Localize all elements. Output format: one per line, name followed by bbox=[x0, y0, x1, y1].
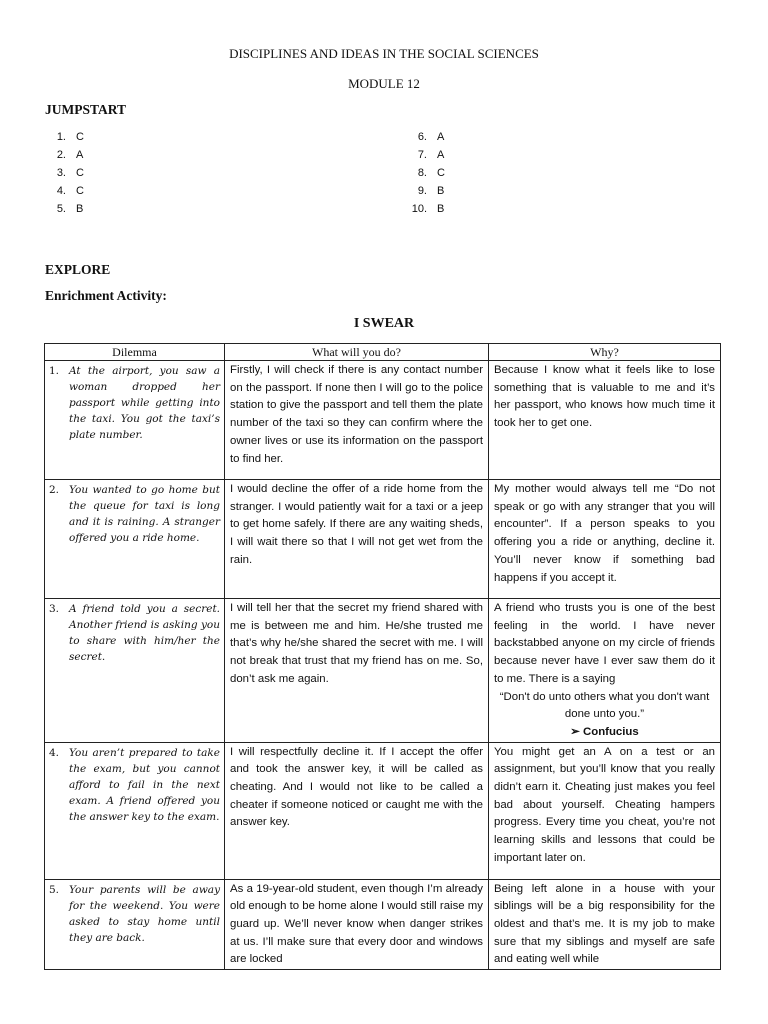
quote-text: “Don't do unto others what you don't want done unto you.” bbox=[499, 690, 710, 721]
action-cell: Firstly, I will check if there is any contact number on the passport. If none then I will go to the police station to give the passport and tell them the plate number of the taxi so they can confirm where the owner lives or use its information on the passport to find her. bbox=[225, 361, 489, 480]
enrichment-activity-label: Enrichment Activity: bbox=[45, 288, 167, 303]
dilemma-cell: 1. At the airport, you saw a woman dropped her passport while getting into the taxi. You got the taxi’s plate number. bbox=[45, 361, 225, 480]
answer-item: 10. B bbox=[411, 203, 445, 215]
action-cell: I would decline the offer of a ride home from the stranger. I would patiently wait for a taxi or a jeep to get home safely. If there are any waiting sheds, I will wait there so that I will not get wet from the rain. bbox=[225, 480, 489, 599]
table-row bbox=[45, 480, 721, 599]
action-cell: I will respectfully decline it. If I accept the offer and took the answer key, it will be called as cheating. And I would not like to be called a cheater if someone noticed or caught me with the answer key. bbox=[225, 742, 489, 879]
answer-item: 6. A bbox=[417, 131, 445, 143]
explore-heading: EXPLORE bbox=[45, 262, 111, 277]
why-text: A friend who trusts you is one of the best feeling in the world. I have never backstabbed anyone on my circle of friends because never have I ever saw them do it to me. There is a saying bbox=[494, 602, 715, 685]
course-title: DISCIPLINES AND IDEAS IN THE SOCIAL SCIENCES bbox=[229, 46, 539, 61]
table-row bbox=[45, 879, 721, 970]
activity-title: I SWEAR bbox=[353, 316, 415, 331]
column-header-dilemma: Dilemma bbox=[45, 344, 225, 361]
why-cell: My mother would always tell me “Do not speak or go with any stranger that you will encounter”. If a person speaks to you offering you a ride or anything, decline it. You’ll never know if something bad happens if you accept it. bbox=[489, 480, 721, 599]
column-header-why: Why? bbox=[489, 344, 721, 361]
answer-item: 3. C bbox=[56, 167, 84, 179]
why-cell: Because I know what it feels like to lose something that is valuable to me and it’s her passport, who knows how much time it took her to get one. bbox=[489, 361, 721, 480]
dilemma-cell: 4. You aren’t prepared to take the exam, but you cannot afford to fail in the next exam. A friend offered you the answer key to the exam. bbox=[45, 742, 225, 879]
table-row bbox=[45, 361, 721, 480]
why-cell bbox=[489, 599, 721, 743]
jumpstart-heading: JUMPSTART bbox=[45, 102, 127, 117]
table-header-row bbox=[45, 344, 721, 361]
table-row bbox=[45, 599, 721, 743]
answer-item: 5. B bbox=[56, 203, 84, 215]
answer-item: 9. B bbox=[417, 185, 445, 197]
dilemma-cell: 2. You wanted to go home but the queue for taxi is long and it is raining. A stranger offered you a ride home. bbox=[45, 480, 225, 599]
quote-author: ➢ Confucius bbox=[570, 725, 639, 738]
answer-item: 7. A bbox=[417, 149, 445, 161]
answer-item: 1. C bbox=[56, 131, 84, 143]
dilemma-cell: 3. A friend told you a secret. Another friend is asking you to share with him/her the secret. bbox=[45, 599, 225, 743]
action-cell: As a 19-year-old student, even though I’m already old enough to be home alone I would still raise my guard up. We’ll never know when danger strikes at us. I’ll make sure that every door and windows are locked bbox=[225, 879, 489, 970]
answer-item: 8. C bbox=[417, 167, 445, 179]
action-cell: I will tell her that the secret my friend shared with me is between me and him. He/she trusted me that’s why he/she shared the secret with me. I will not break that trust that my friend has on me. So, don’t ask me again. bbox=[225, 599, 489, 743]
why-cell: You might get an A on a test or an assignment, but you’ll know that you really didn’t earn it. Cheating just makes you feel bad about yourself. Cheating hampers progress. Every time you cheat, you’re not learning skills and lessons that could be important later on. bbox=[489, 742, 721, 879]
module-title: MODULE 12 bbox=[348, 76, 420, 91]
table-row bbox=[45, 742, 721, 879]
column-header-action: What will you do? bbox=[225, 344, 489, 361]
answer-item: 2. A bbox=[56, 149, 84, 161]
dilemma-table bbox=[44, 343, 721, 970]
why-cell: Being left alone in a house with your siblings will be a big responsibility for the oldest and that’s me. It is my job to make sure that my siblings and myself are safe and eating well while bbox=[489, 879, 721, 970]
dilemma-cell: 5. Your parents will be away for the weekend. You were asked to stay home until they are back. bbox=[45, 879, 225, 970]
answer-item: 4. C bbox=[56, 185, 84, 197]
